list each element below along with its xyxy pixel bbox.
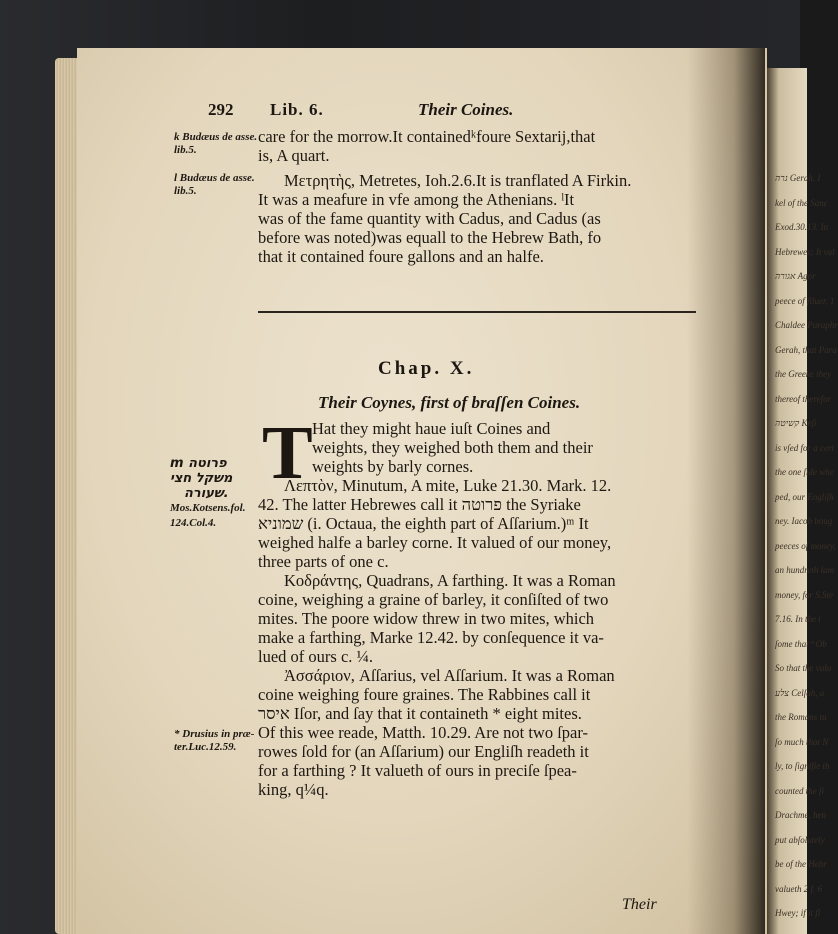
right-page-line: אגורה Agor [775,271,816,281]
margin-note-line: ter.Luc.12.59. [174,741,237,753]
text-line: is, A quart. [258,146,330,165]
page-number: 292 [208,100,234,119]
text-line: before was noted)was equall to the Hebrew Bath, fo [258,228,602,247]
text-line: coine weighing foure graines. The Rabbines call it [258,685,591,704]
text-line: weights, they weighed both them and their [312,438,593,457]
text-line: Ἀσσάριον, Aſſarius, vel Aſſarium. It was a Roman [284,666,615,685]
text-line: weighed halfe a barley corne. It valued of our money, [258,533,612,552]
text-line: It was a meafure in vfe among the Athenians. ˡIt [258,190,575,209]
right-page-fragment [767,68,838,934]
chapter-subtitle: Their Coynes, first of braſſen Coines. [318,393,581,412]
text-line: 42. The latter Hebrewes call it פרוטה the Syriake [258,495,581,514]
catchword: Their [622,896,657,913]
margin-note-star [174,728,254,754]
text-line: Of this wee reade, Matth. 10.29. Are not two ſpar- [258,723,589,742]
text-line: Λεπτὸν, Minutum, A mite, Luke 21.30. Mark. 12. [284,476,612,495]
chapter-body [258,476,616,799]
margin-note-line: 124.Col.4. [170,517,217,529]
margin-note-line: * Drusius in præ- [174,728,255,740]
right-page-line: ſome that ª Ob [775,638,827,649]
right-page-line: counted the ſi [775,785,824,796]
right-page-line: the one ſide whe [775,467,834,477]
text-line: Μετρητὴς, Metretes, Ioh.2.6.It is tranflated A Firkin. [284,171,632,190]
running-head-book: Lib. 6. [270,100,324,119]
margin-note-k [174,131,257,157]
margin-note-line: lib.5. [174,144,197,156]
text-line: that it contained foure gallons and an halfe. [258,247,544,266]
gutter-shadow [687,48,765,934]
margin-note-l [174,172,255,198]
text-line: rowes ſold for (an Aſſarium) our Engliſh readeth it [258,742,589,761]
margin-note-hebrew: שעורה. [184,486,229,501]
text-line: שמוניא (i. Octaua, the eighth part of Aſſarium.)ᵐ It [258,514,589,533]
text-line: king, q¼q. [258,780,329,799]
right-page-line: peeces of money, [775,540,836,551]
right-page-line: Chaldee Paraphr [775,320,838,330]
text-line: make a farthing, Marke 12.42. by conſequence it va- [258,628,604,647]
right-page-line: ly, to ſignifie th [775,761,830,771]
right-page-line: an hundreth lam [775,565,835,575]
text-line: lued of ours c. ¼. [258,647,374,666]
right-page-line: is vſed for a cert [775,442,834,453]
section-rule [258,311,696,313]
right-page-line: ped, our Engliſh [775,491,834,502]
right-page-line: Exod.30.13. In [775,222,828,232]
right-page-line: kel of the Sanc [775,197,828,208]
right-page-line: צלע Celſah, a [775,687,825,698]
right-page-line: valueth 2 ſ. 6 [775,883,822,894]
right-page-line: thereof therefor [775,393,832,404]
margin-note-line: lib.5. [174,185,197,197]
right-page-line: Drachme, hen [775,810,826,820]
right-page-line: So that the valu [775,663,832,673]
right-page-line: Hebrewes; It val [775,246,835,257]
text-line: care for the morrow.It containedᵏfoure Sextarij,that [258,127,596,146]
chapter-heading: Chap. X. [378,358,475,379]
text-line: Hat they might haue iuſt Coines and [312,419,551,438]
text-line: Κοδράντης, Quadrans, A farthing. It was a Roman [284,571,616,590]
margin-note-hebrew: משקל חצי [170,471,233,486]
text-line: איסר Iſor, and ſay that it containeth * eight mites. [258,704,582,723]
right-page-line: put abſolutely [775,834,825,845]
dropcap-paragraph [312,419,593,476]
text-line: weights by barly cornes. [312,457,474,476]
right-page-line: גרה Gerah. I [775,173,821,183]
margin-note-m [170,456,246,531]
body-paragraph-top [258,127,631,266]
margin-note-line: k Budæus de asse. [174,131,258,143]
text-line: three parts of one c. [258,552,389,571]
right-page-line: ſo much that N [775,736,829,747]
right-page-line: Gerah, that Para [775,344,837,355]
right-page-line: money, for S.Ste [775,589,833,600]
margin-note-line: Mos.Kotsens.fol. [170,502,246,514]
margin-note-line: l Budæus de asse. [174,172,255,184]
drop-capital: T [262,411,313,495]
text-line: coine, weighing a graine of barley, it conſiſted of two [258,590,609,609]
right-page-line: peece of ſiluer, 1 [775,295,835,306]
right-page-line: ney. Iacob boug [775,516,833,526]
right-page-line: קשיטה Keſi [775,418,817,428]
margin-note-hebrew: m פרוטה [170,456,227,471]
right-page-line: Hwey; if it fl [775,908,821,918]
text-line: was of the fame quantity with Cadus, and Cadus (as [258,209,601,228]
right-page-line: be of the Hebr [775,859,827,869]
running-head-title: Their Coines. [418,100,514,119]
text-line: for a farthing ? It valueth of ours in preciſe ſpea- [258,761,577,780]
right-page-line: the Greeke they [775,369,832,379]
text-line: mites. The poore widow threw in two mites, which [258,609,595,628]
right-page-line: 7.16. In the i [775,614,821,624]
right-page-line: the Romans tu [775,712,827,722]
